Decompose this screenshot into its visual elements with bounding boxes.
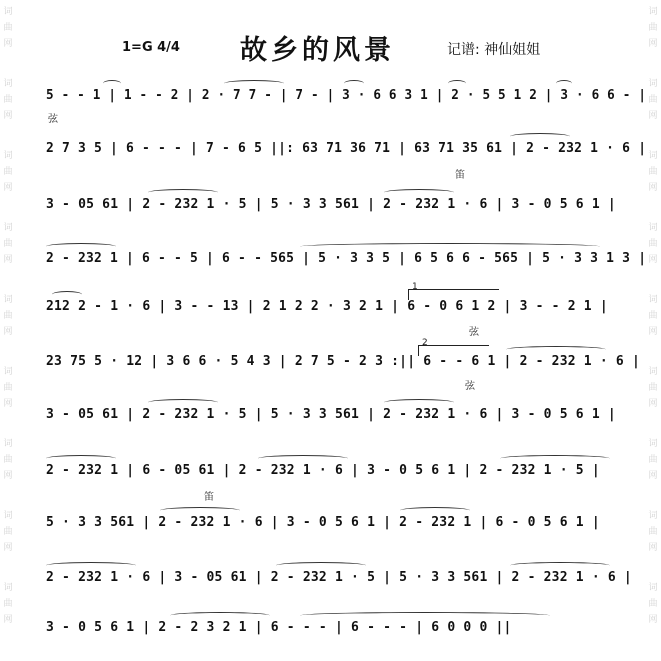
watermark-char: 曲 [648, 527, 658, 537]
second-ending-bracket [418, 345, 489, 356]
slur-mark [46, 455, 116, 462]
watermark-char: 曲 [3, 239, 13, 249]
watermark-char: 词 [648, 583, 658, 593]
watermark-char: 词 [3, 151, 13, 161]
slur-mark [344, 80, 364, 87]
instrument-di-label: 笛 [455, 170, 465, 181]
staff-line-7: 3 - 05 61 | 2 - 232 1 · 5 | 5 · 3 3 561 | 2 - 232 1 · 6 | 3 - 0 5 6 1 | [46, 407, 616, 422]
watermark-char: 曲 [3, 455, 13, 465]
watermark-char: 曲 [3, 23, 13, 33]
slur-mark [384, 189, 454, 196]
watermark-char: 曲 [3, 527, 13, 537]
watermark-char: 网 [3, 615, 13, 625]
watermark-char: 曲 [648, 311, 658, 321]
slur-mark [384, 399, 454, 406]
watermark-char: 词 [648, 79, 658, 89]
watermark-char: 网 [648, 543, 658, 553]
slur-mark [510, 562, 610, 569]
first-ending-bracket [408, 289, 499, 300]
staff-line-9: 5 · 3 3 561 | 2 - 232 1 · 6 | 3 - 0 5 6 1 | 2 - 232 1 | 6 - 0 5 6 1 | [46, 515, 600, 530]
watermark-char: 词 [3, 7, 13, 17]
watermark-char: 曲 [3, 311, 13, 321]
staff-line-8: 2 - 232 1 | 6 - 05 61 | 2 - 232 1 · 6 | 3 - 0 5 6 1 | 2 - 232 1 · 5 | [46, 463, 600, 478]
watermark-char: 网 [3, 327, 13, 337]
watermark-char: 曲 [648, 383, 658, 393]
watermark-char: 网 [3, 183, 13, 193]
watermark-char: 词 [3, 511, 13, 521]
slur-mark [400, 507, 470, 514]
watermark-char: 网 [3, 39, 13, 49]
watermark-char: 网 [648, 39, 658, 49]
slur-mark [46, 243, 116, 250]
slur-mark [170, 612, 270, 619]
watermark-char: 词 [648, 367, 658, 377]
slur-mark [556, 80, 572, 87]
song-title: 故乡的风景 [240, 35, 395, 66]
slur-mark [276, 562, 366, 569]
watermark-char: 网 [3, 399, 13, 409]
watermark-char: 网 [3, 471, 13, 481]
watermark-char: 网 [3, 111, 13, 121]
watermark-char: 曲 [648, 23, 658, 33]
watermark-char: 网 [648, 255, 658, 265]
slur-mark [46, 562, 136, 569]
watermark-char: 词 [3, 367, 13, 377]
watermark-char: 网 [648, 615, 658, 625]
watermark-char: 词 [648, 511, 658, 521]
staff-line-6: 23 75 5 · 12 | 3 6 6 · 5 4 3 | 2 7 5 - 2 3 :|| 6 - - 6 1 | 2 - 232 1 · 6 | [46, 354, 640, 369]
watermark-char: 曲 [3, 599, 13, 609]
slur-mark [52, 291, 82, 298]
watermark-right [647, 0, 659, 661]
watermark-char: 曲 [648, 599, 658, 609]
key-signature: 1=G 4/4 [122, 40, 180, 55]
slur-mark [103, 80, 121, 87]
staff-line-10: 2 - 232 1 · 6 | 3 - 05 61 | 2 - 232 1 · 5 | 5 · 3 3 561 | 2 - 232 1 · 6 | [46, 570, 632, 585]
instrument-xian-label: 弦 [48, 114, 58, 125]
watermark-char: 词 [3, 223, 13, 233]
watermark-char: 词 [648, 439, 658, 449]
watermark-char: 词 [648, 223, 658, 233]
watermark-char: 网 [3, 543, 13, 553]
watermark-char: 曲 [648, 455, 658, 465]
slur-mark [258, 455, 348, 462]
instrument-di-label: 笛 [204, 492, 214, 503]
slur-mark [300, 612, 550, 619]
watermark-char: 网 [648, 111, 658, 121]
first-ending-number: 1 [412, 282, 418, 292]
watermark-char: 网 [648, 327, 658, 337]
slur-mark [148, 189, 218, 196]
slur-mark [148, 399, 218, 406]
slur-mark [500, 455, 610, 462]
watermark-char: 词 [3, 583, 13, 593]
watermark-char: 词 [3, 295, 13, 305]
watermark-char: 词 [3, 439, 13, 449]
watermark-char: 曲 [3, 383, 13, 393]
watermark-char: 词 [3, 79, 13, 89]
header [0, 28, 661, 68]
watermark-char: 曲 [648, 239, 658, 249]
watermark-char: 词 [648, 151, 658, 161]
slur-mark [448, 80, 466, 87]
watermark-char: 网 [648, 471, 658, 481]
watermark-left [2, 0, 14, 661]
staff-line-2: 2 7 3 5 | 6 - - - | 7 - 6 5 ||: 63 71 36 71 | 63 71 35 61 | 2 - 232 1 · 6 | [46, 141, 646, 156]
staff-line-5: 212 2 - 1 · 6 | 3 - - 13 | 2 1 2 2 · 3 2 1 | 6 - 0 6 1 2 | 3 - - 2 1 | [46, 299, 608, 314]
watermark-char: 网 [648, 399, 658, 409]
watermark-char: 词 [648, 295, 658, 305]
staff-line-3: 3 - 05 61 | 2 - 232 1 · 5 | 5 · 3 3 561 | 2 - 232 1 · 6 | 3 - 0 5 6 1 | [46, 197, 616, 212]
staff-line-4: 2 - 232 1 | 6 - - 5 | 6 - - 565 | 5 · 3 3 5 | 6 5 6 6 - 565 | 5 · 3 3 1 3 | [46, 251, 646, 266]
watermark-char: 曲 [3, 167, 13, 177]
slur-mark [300, 243, 600, 250]
watermark-char: 词 [648, 7, 658, 17]
watermark-char: 曲 [648, 167, 658, 177]
transcriber-credit: 记谱: 神仙姐姐 [447, 42, 541, 58]
second-ending-number: 2 [422, 338, 428, 348]
slur-mark [510, 133, 570, 140]
instrument-xian-label: 弦 [465, 381, 475, 392]
instrument-xian-label: 弦 [469, 327, 479, 338]
slur-mark [506, 346, 606, 353]
watermark-char: 网 [3, 255, 13, 265]
staff-line-1: 5 - - 1 | 1 - - 2 | 2 · 7 7 - | 7 - | 3 · 6 6 3 1 | 2 · 5 5 1 2 | 3 · 6 6 - | [46, 88, 646, 103]
watermark-char: 曲 [648, 95, 658, 105]
staff-line-11: 3 - 0 5 6 1 | 2 - 2 3 2 1 | 6 - - - | 6 - - - | 6 0 0 0 || [46, 620, 512, 635]
slur-mark [224, 80, 284, 87]
slur-mark [160, 507, 240, 514]
watermark-char: 曲 [3, 95, 13, 105]
watermark-char: 网 [648, 183, 658, 193]
